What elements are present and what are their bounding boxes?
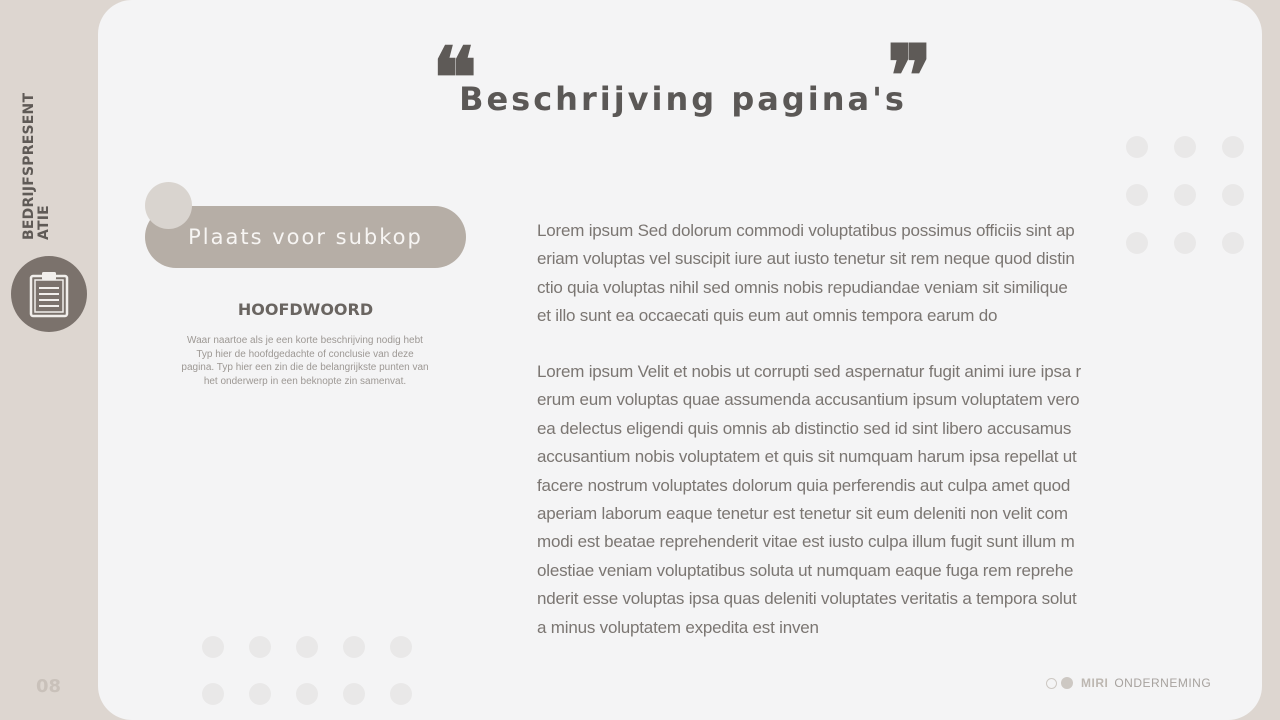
footer-brand — [1046, 676, 1211, 690]
body-paragraph-1: Lorem ipsum Sed dolorum commodi voluptatibus possimus officiis sint aperiam voluptas vel suscipit iure aut iusto tenetur sit rem neque quod distinctio quia voluptas nihil sed omnis nobis repudiandae veniam sit similique et illo sunt ea occaecati quis eum aut omnis tempora earum do — [537, 221, 1075, 326]
slide-card — [98, 0, 1262, 720]
company-name: ONDERNEMING — [1114, 676, 1212, 690]
body-paragraph-2: Lorem ipsum Velit et nobis ut corrupti sed aspernatur fugit animi iure ipsa rerum eum voluptas quae assumenda accusantium ipsum voluptatem vero ea delectus eligendi quis omnis ab distinctio sed id sint libero accusamus accusantium nobis voluptatem et quis sit numquam harum ipsa repellat ut facere nostrum voluptates dolorum quia perferendis aut culpa amet quod aperiam laborum eaque tenetur est tenetur sit eum deleniti non velit commodi est beatae reprehenderit vitae est iusto culpa illum fugit sunt illum molestiae veniam voluptatibus soluta ut numquam eaque fuga rem reprehenderit esse voluptas ipsa quas deleniti voluptates veritatis a tempora soluta minus voluptatem expedita est inven — [537, 362, 1081, 637]
dot-decoration-bottom — [202, 636, 412, 705]
short-description: Waar naartoe als je een korte beschrijving nodig hebt Typ hier de hoofdgedachte of conclusie van deze pagina. Typ hier een zin die de belangrijkste punten van het onderwerp in een beknopte zin samenvat. — [181, 335, 429, 387]
decorative-circle — [145, 182, 192, 229]
quote-open-icon: ❝ — [432, 28, 478, 127]
logo-ring-icon — [1046, 678, 1057, 689]
page-number: 08 — [36, 676, 62, 697]
clipboard-button[interactable] — [11, 256, 87, 332]
sidebar — [0, 0, 98, 720]
keyword-heading: HOOFDWOORD — [237, 300, 374, 319]
brand-name: MIRI — [1081, 676, 1109, 690]
vertical-title: BEDRIJFSPRESENT ATIE — [21, 92, 52, 240]
subheading-pill: Plaats voor subkop — [145, 206, 466, 268]
clipboard-icon — [29, 270, 69, 318]
dot-decoration-top — [1126, 136, 1244, 254]
logo-dot-icon — [1061, 677, 1073, 689]
page-title: Beschrijving pagina's — [459, 80, 907, 118]
quote-close-icon: ❞ — [887, 26, 933, 125]
